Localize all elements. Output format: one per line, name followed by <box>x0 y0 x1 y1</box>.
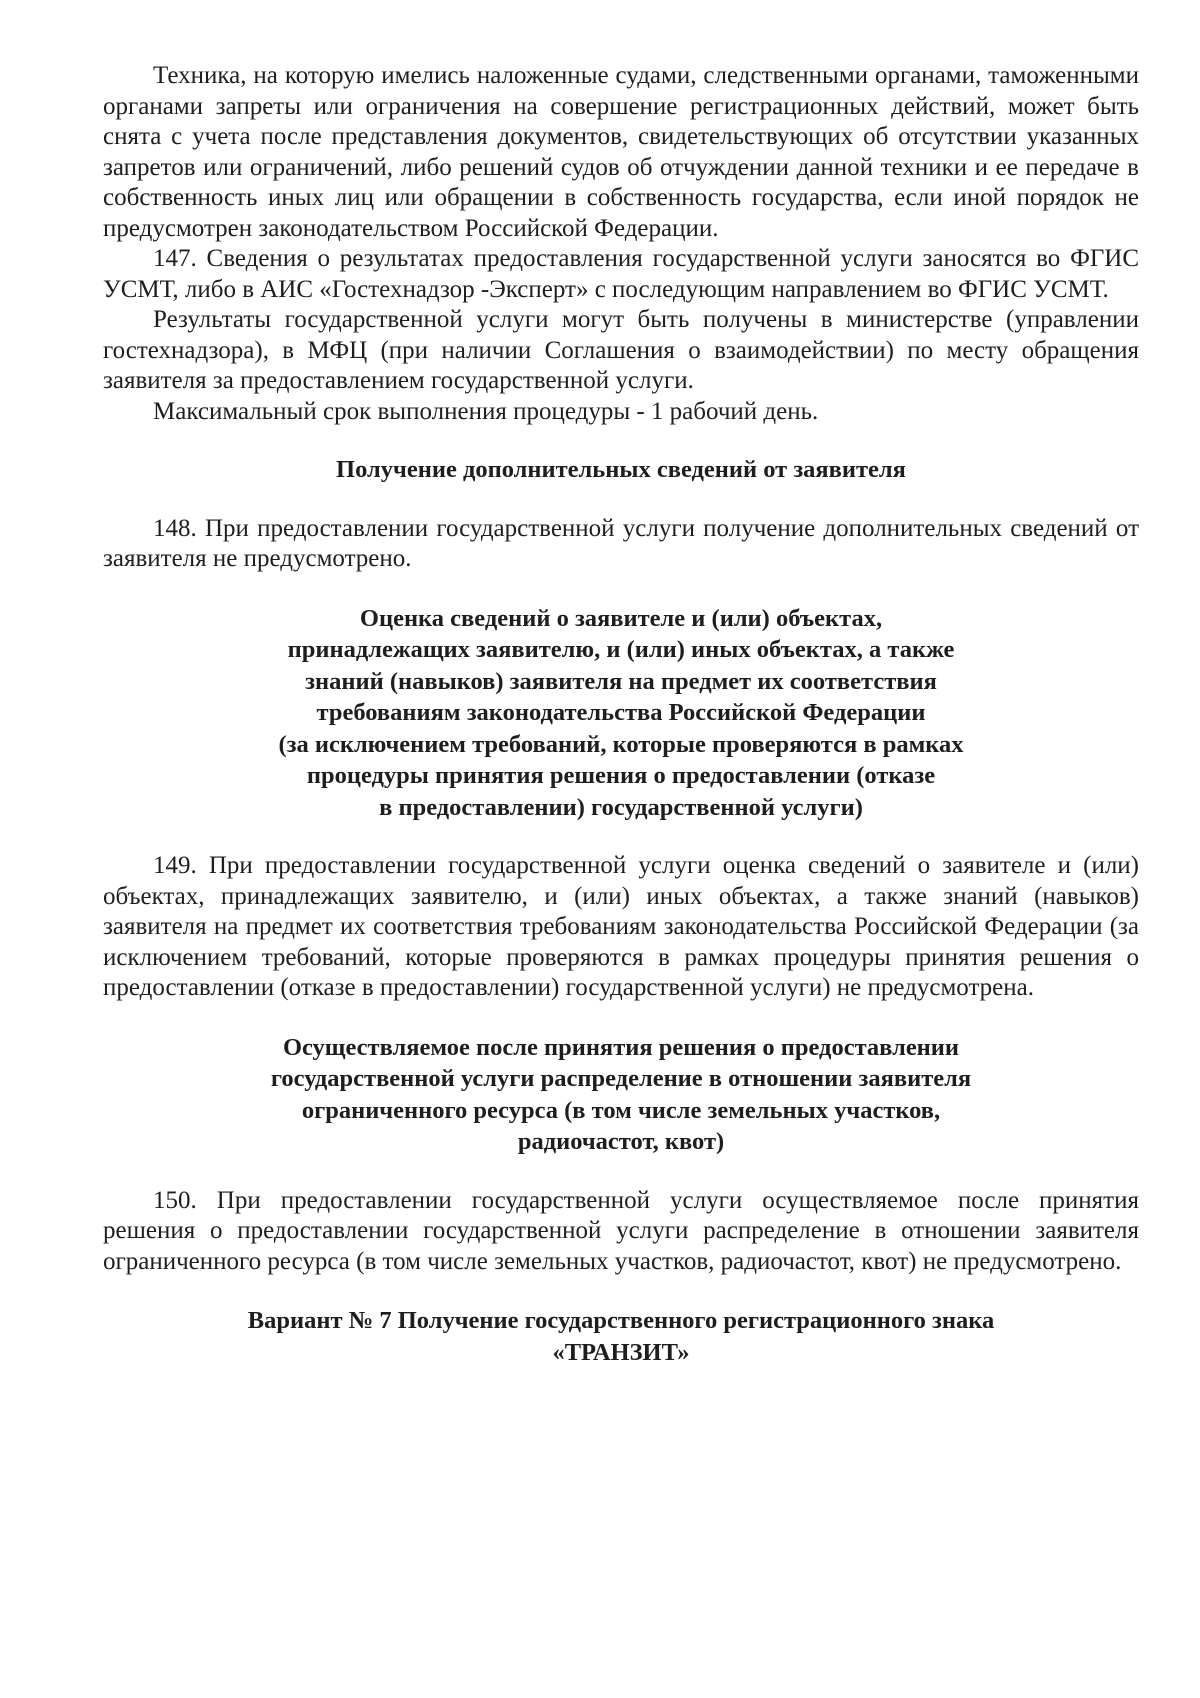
heading-line: радиочастот, квот) <box>517 1128 725 1155</box>
heading-line: ограниченного ресурса (в том числе земельных участков, <box>301 1096 941 1124</box>
paragraph-148: 148. При предоставлении государственной услуги получение дополнительных сведений от заявителя не предусмотрено. <box>103 514 1139 572</box>
heading-line: Осуществляемое после принятия решения о предоставлении <box>282 1033 960 1061</box>
paragraph-149: 149. При предоставлении государственной услуги оценка сведений о заявителе и (или) объектах, принадлежащих заявителю, и (или) иных объектах, а также знаний (навыков) заявителя на предмет их соответствия требованиям законодательства Российской Федерации (за исключением требований, которые проверяются в рамках процедуры принятия решения о предоставлении (отказе в предоставлении) государственной услуги) не предусмотрена. <box>103 852 1139 1001</box>
heading-line: (за исключением требований, которые проверяются в рамках <box>278 730 964 758</box>
paragraph-max-term: Максимальный срок выполнения процедуры - 1 рабочий день. <box>153 397 819 425</box>
section-heading-assessment <box>103 603 1139 824</box>
section-heading-variant-7 <box>103 1305 1139 1368</box>
paragraph-vehicle-deregistration: Техника, на которую имелись наложенные судами, следственными органами, таможенными органами запреты или ограничения на совершение регистрационных действий, может быть снята с учета после представления документов, свидетельствующих об отсутствии указанных запретов или ограничений, либо решений судов об отчуждении данной техники и ее передаче в собственность иных лиц или обращении в собственность государства, если иной порядок не предусмотрен законодательством Российской Федерации. <box>103 62 1139 242</box>
paragraph-results: Результаты государственной услуги могут быть получены в министерстве (управлении гостехнадзора), в МФЦ (при наличии Соглашения о взаимодействии) по месту обращения заявителя за предоставлением государственной услуги. <box>103 306 1139 394</box>
heading-line: Оценка сведений о заявителе и (или) объектах, <box>359 604 883 632</box>
section-heading-resource-distribution <box>103 1032 1139 1158</box>
heading-line: Получение дополнительных сведений от заявителя <box>336 456 906 483</box>
heading-line: государственной услуги распределение в отношении заявителя <box>270 1065 972 1092</box>
heading-line: знаний (навыков) заявителя на предмет их соответствия <box>305 667 937 695</box>
heading-line: принадлежащих заявителю, и (или) иных объектах, а также <box>287 636 955 663</box>
document-page <box>103 61 1139 1368</box>
heading-line: «ТРАНЗИТ» <box>552 1338 690 1366</box>
paragraph-147: 147. Сведения о результатах предоставления государственной услуги заносятся во ФГИС УСМТ, либо в АИС «Гостехнадзор -Эксперт» с последующим направлением во ФГИС УСМТ. <box>103 245 1139 303</box>
heading-line: в предоставлении) государственной услуги) <box>379 793 863 821</box>
heading-line: Вариант № 7 Получение государственного регистрационного знака <box>247 1307 995 1334</box>
paragraph-150: 150. При предоставлении государственной услуги осуществляемое после принятия решения о предоставлении государственной услуги распределение в отношении заявителя ограниченного ресурса (в том числе земельных участков, радиочастот, квот) не предусмотрено. <box>103 1186 1139 1275</box>
section-heading-additional-info <box>103 454 1139 486</box>
heading-line: требованиям законодательства Российской Федерации <box>316 699 926 726</box>
heading-line: процедуры принятия решения о предоставлении (отказе <box>306 762 936 789</box>
